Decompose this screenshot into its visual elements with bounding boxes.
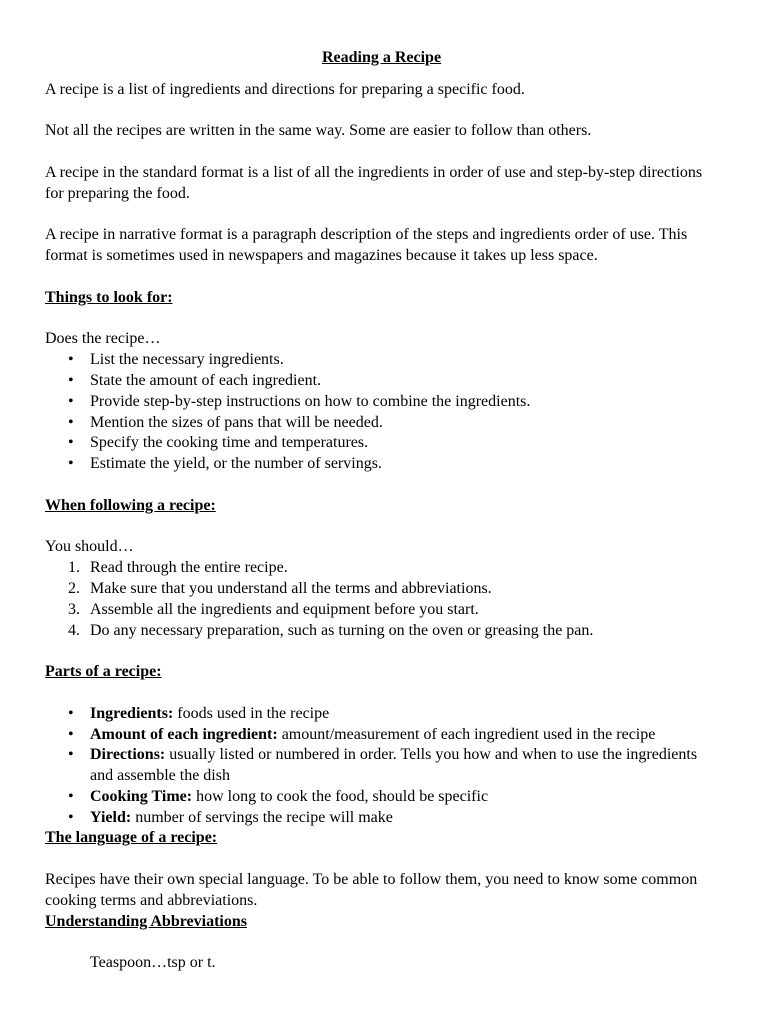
- term-definition: usually listed or numbered in order. Tells you how and when to use the ingredients and assemble the dish: [90, 746, 698, 785]
- bullet-icon: •: [68, 371, 74, 389]
- parts-heading: Parts of a recipe:: [45, 663, 162, 681]
- list-item-text: List the necessary ingredients.: [90, 351, 284, 369]
- list-item: [68, 413, 718, 434]
- things-to-look-for-heading: Things to look for:: [45, 288, 173, 306]
- list-item: [68, 808, 718, 829]
- list-item-text: Estimate the yield, or the number of servings.: [90, 455, 382, 473]
- standard-format-paragraph: A recipe in the standard format is a list of all the ingredients in order of use and step-by-step directions for preparing the food.: [45, 163, 703, 202]
- step-number: 1.: [68, 559, 80, 577]
- intro-paragraph: A recipe is a list of ingredients and directions for preparing a specific food.: [45, 80, 525, 98]
- list-item: [68, 579, 718, 600]
- bullet-icon: •: [68, 455, 74, 473]
- list-item-text: Make sure that you understand all the terms and abbreviations.: [90, 579, 492, 597]
- list-item: [68, 371, 718, 392]
- list-item: [68, 454, 718, 475]
- list-item: [68, 725, 718, 746]
- term-label: Directions:: [90, 746, 166, 764]
- term-label: Amount of each ingredient:: [90, 725, 278, 743]
- term-definition: foods used in the recipe: [173, 704, 330, 722]
- list-item-text: State the amount of each ingredient.: [90, 371, 322, 389]
- language-paragraph: Recipes have their own special language. To be able to follow them, you need to know some common cooking terms and abbreviations.: [45, 871, 698, 909]
- list-item: [68, 787, 718, 808]
- term-label: Cooking Time:: [90, 787, 193, 805]
- term-definition: amount/measurement of each ingredient used in the recipe: [277, 725, 656, 743]
- list-item-text: Read through the entire recipe.: [90, 559, 288, 577]
- term-label: Yield:: [90, 808, 132, 826]
- when-following-intro: You should…: [45, 538, 134, 556]
- list-item: [68, 745, 718, 787]
- list-item-text: Specify the cooking time and temperatures.: [90, 434, 369, 452]
- step-number: 4.: [68, 621, 80, 639]
- bullet-icon: •: [68, 725, 74, 743]
- narrative-format-paragraph: A recipe in narrative format is a paragraph description of the steps and ingredients order of use. This format is sometimes used in newspapers and magazines because it takes up less space.: [45, 226, 688, 265]
- list-item-text: Mention the sizes of pans that will be needed.: [90, 413, 383, 431]
- bullet-icon: •: [68, 392, 74, 410]
- abbreviation-line: Teaspoon…tsp or t.: [90, 954, 216, 972]
- bullet-icon: •: [68, 413, 74, 431]
- term-definition: how long to cook the food, should be specific: [192, 787, 489, 805]
- things-list: [45, 350, 718, 475]
- list-item: [68, 621, 718, 642]
- bullet-icon: •: [68, 704, 74, 722]
- language-heading: The language of a recipe:: [45, 829, 218, 847]
- bullet-icon: •: [68, 351, 74, 369]
- parts-list: [45, 704, 718, 829]
- bullet-icon: •: [68, 787, 74, 805]
- steps-list: [45, 558, 718, 641]
- list-item: [68, 350, 718, 371]
- when-following-heading: When following a recipe:: [45, 496, 216, 514]
- list-item: [68, 392, 718, 413]
- list-item: [68, 433, 718, 454]
- bullet-icon: •: [68, 746, 74, 764]
- things-intro: Does the recipe…: [45, 330, 161, 348]
- list-item-text: Do any necessary preparation, such as turning on the oven or greasing the pan.: [90, 621, 594, 639]
- step-number: 2.: [68, 579, 80, 597]
- formats-paragraph: Not all the recipes are written in the same way. Some are easier to follow than others.: [45, 122, 592, 140]
- list-item: [68, 704, 718, 725]
- list-item: [68, 558, 718, 579]
- list-item: [68, 600, 718, 621]
- term-definition: number of servings the recipe will make: [131, 808, 393, 826]
- bullet-icon: •: [68, 808, 74, 826]
- list-item-text: Provide step-by-step instructions on how to combine the ingredients.: [90, 392, 531, 410]
- abbreviations-heading: Understanding Abbreviations: [45, 912, 247, 930]
- bullet-icon: •: [68, 434, 74, 452]
- list-item-text: Assemble all the ingredients and equipment before you start.: [90, 600, 479, 618]
- term-label: Ingredients:: [90, 704, 174, 722]
- page-title: Reading a Recipe: [321, 49, 442, 66]
- step-number: 3.: [68, 600, 80, 618]
